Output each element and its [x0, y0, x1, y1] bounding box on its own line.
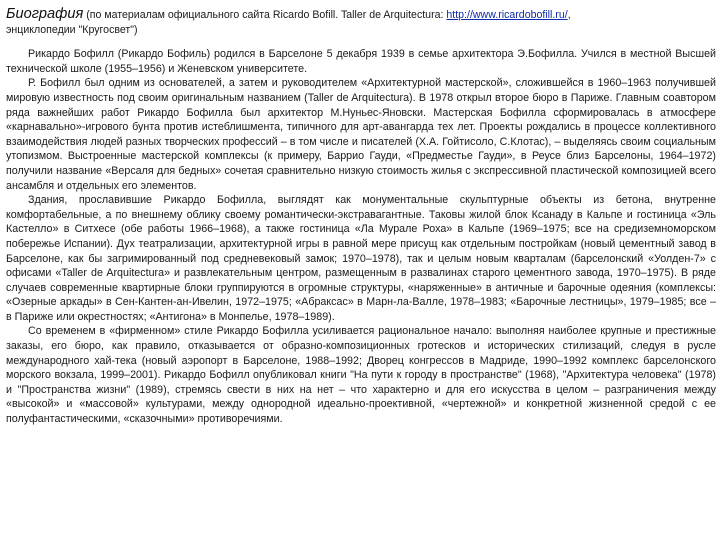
source-link[interactable]: http://www.ricardobofill.ru/ — [446, 9, 568, 21]
page-title: Биография — [6, 6, 84, 22]
paragraph-later-style: Со временем в «фирменном» стиле Рикардо Бофилла усиливается рациональное начало: выполняя наиболее крупные и престижные заказы, его бюро, как правило, отказывается от образно-композиционных гротесков и исторических стилизаций, следуя в русле международного хай-тека (новый аэропорт в Барселоне, 1988–1992; Дворец конгрессов в Мадриде, 1990–1992 комплекс барселонского морского вокзала, 1999–2001). Рикардо Бофилл опубликовал книги "На пути к городу в пространстве" (1968), "Архитектура человека" (1978) и "Пространства жизни" (1989), стремясь свести в них на нет – что характерно и для его искусства в целом – разграничения между «высокой» и «массовой» культурами, между однородной идеально-проективной, «чертежной» и конкретной жизненной средой с ее полуфантастическими, «сказочными» противоречиями. — [6, 325, 716, 426]
paragraph-buildings: Здания, прославившие Рикардо Бофилла, выглядят как монументальные скульптурные объекты из бетона, внутренне комфортабельные, а по внешнему облику своему романтически-экстравагантные. Таковы жилой блок Ксанаду в Кальпе и гостиница «Эль Кастелло» в Ситхесе (обе работы 1966–1968), а также гостиница «Ла Мурале Роха» в Кальпе (1969–1975; все на средиземноморском побережье Испании). Дух театрализации, архитектурной игры в равной мере присущ как отдельным постройкам (новый цементный завод в Барселоне, как бы загримированный под средневековый замок; 1970–1978), так и целым новым кварталам (барселонский «Уолден-7» с офисами «Taller de Arquitectura» и развлекательным центром, размещенным в развалинах старого цементного завода, 1970–1975). В ряде случаев современные квартирные блоки группируются в огромные структуры, «наряженные» в античные и барочные одеяния (комплексы: «Озерные аркады» в Сен-Кантен-ан-Ивелин, 1972–1975; «Абраксас» в Марн-ла-Валле, 1978–1983; «Барочные лестницы», 1979–1985; все – в Париже или окрестностях; «Антигона» в Монпелье, 1978–1989). — [6, 194, 716, 323]
document-header — [6, 7, 716, 37]
paragraph-workshop: Р. Бофилл был одним из основателей, а затем и руководителем «Архитектурной мастерской», сложившейся в 1960–1963 получившей мировую известность под своим оригинальным названием (Taller de Arquitectura). В 1978 открыл второе бюро в Париже. Главным соавтором ряда важнейших работ Рикардо Бофилла был архитектор М.Нуньес-Яновски. Мастерская Бофилла сформировалась в атмосфере «карнавально»-игрового бунта против истеблишмента, типичного для арт-авангарда тех лет. Проекты рождались в процессе коллективного взаимодействия людей разных творческих профессий – в том числе и писателей (Х.А. Гойтисоло, С.Клотас), – выделяясь своим социальным утопизмом. Выстроенные мастерской комплексы (к примеру, Баррио Гауди, «Предместье Гауди», в Реусе близ Барселоны, 1964–1972) получили название «Версаля для бедных» сочетая сравнительно низкую стоимость жилья с экспрессивной пластической композицией всего ансамбля и отдельных его элементов. — [6, 77, 716, 192]
biography-text — [6, 47, 716, 426]
source-note-second-line: энциклопедии "Кругосвет") — [6, 23, 138, 36]
paragraph-birth: Рикардо Бофилл (Рикардо Бофиль) родился в Барселоне 5 декабря 1939 в семье архитектора Э.Бофилла. Учился в местной Высшей технической школе (1955–1956) и Женевском университете. — [6, 48, 716, 75]
source-note-suffix: , — [567, 9, 571, 21]
source-note: (по материалам официального сайта Ricardo Bofill. Taller de Arquitectura: — [83, 9, 447, 21]
